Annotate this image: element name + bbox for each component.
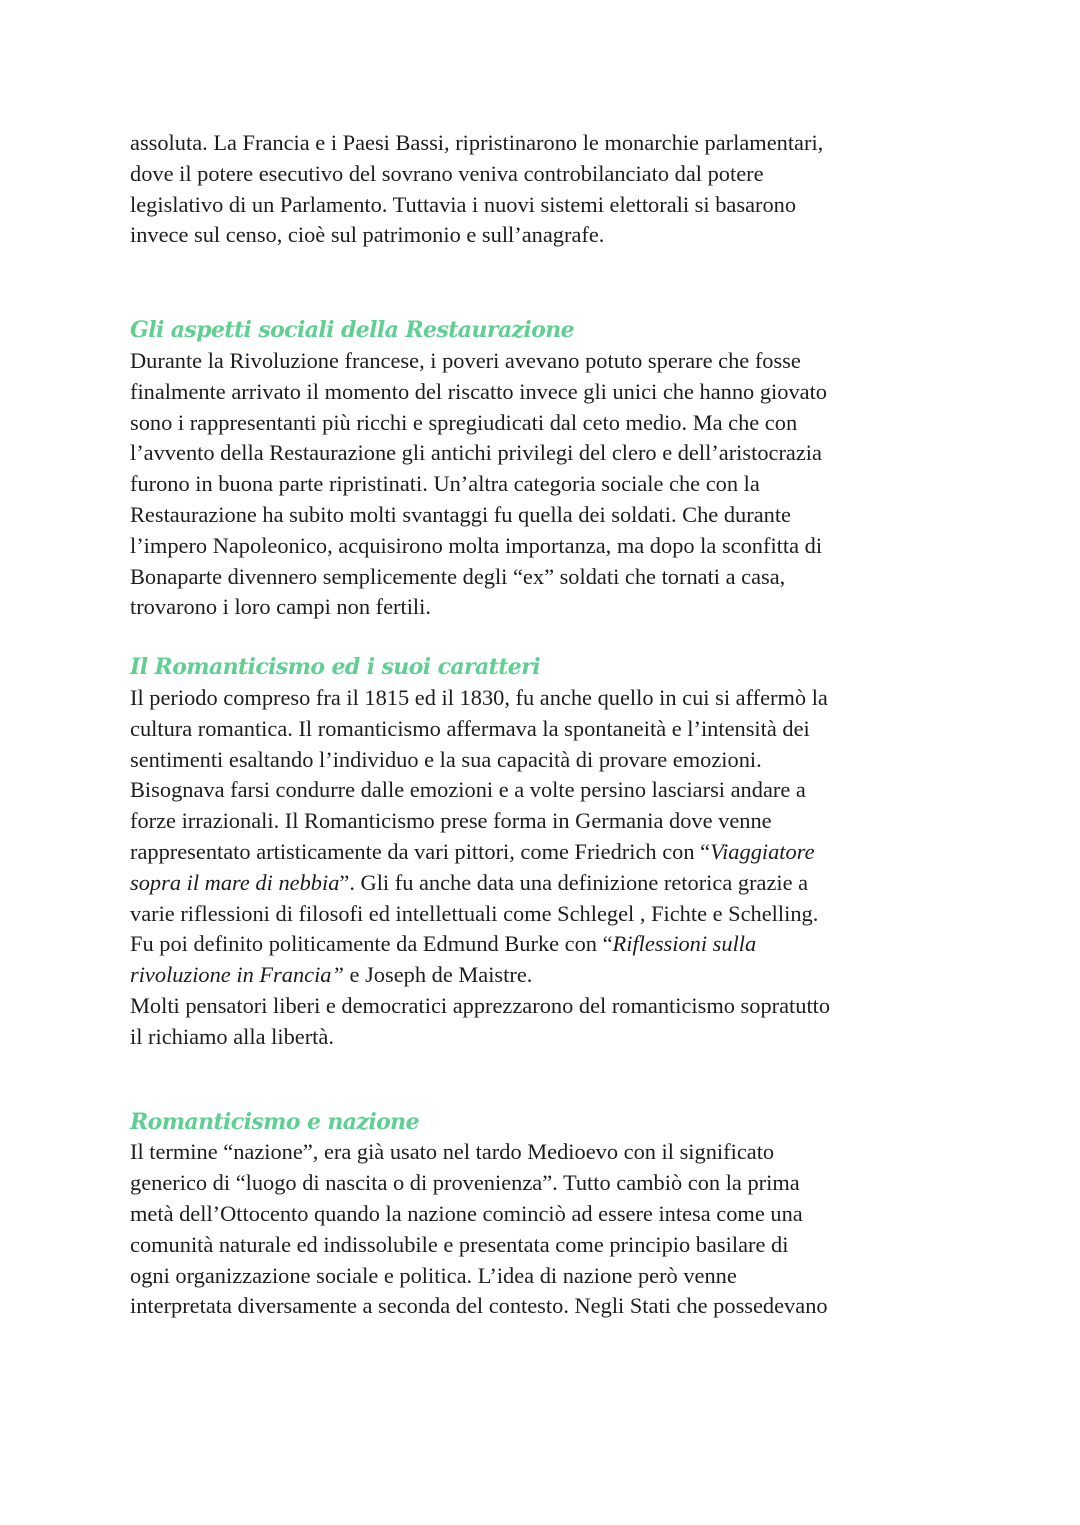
text-line: metà dell’Ottocento quando la nazione cominciò ad essere intesa come una [130, 1200, 803, 1226]
book-title: Riflessioni sulla [612, 931, 757, 957]
text-segment: e Joseph de Maistre. [343, 962, 533, 988]
text-line [130, 837, 960, 868]
text-line: generico di “luogo di nascita o di provenienza”. Tutto cambiò con la prima [130, 1170, 800, 1196]
text-segment: Fu poi definito politicamente da Edmund Burke con “ [130, 931, 613, 957]
intro-paragraph [130, 128, 960, 251]
text-line: l’avvento della Restaurazione gli antichi privilegi del clero e dell’aristocrazia [130, 440, 822, 466]
text-line: l’impero Napoleonico, acquisirono molta importanza, ma dopo la sconfitta di [130, 532, 823, 558]
text-line: Il termine “nazione”, era già usato nel tardo Medioevo con il significato [130, 1139, 775, 1165]
text-line: assoluta. La Francia e i Paesi Bassi, ripristinarono le monarchie parlamentari, [130, 130, 824, 155]
text-line: Durante la Rivoluzione francese, i poveri avevano potuto sperare che fosse [130, 347, 801, 373]
artwork-title: sopra il mare di nebbia [130, 869, 340, 895]
text-segment: rappresentato artisticamente da vari pittori, come Friedrich con “ [130, 838, 711, 864]
text-line: cultura romantica. Il romanticismo affermava la spontaneità e l’intensità dei [130, 715, 810, 741]
text-line: Bonaparte divennero semplicemente degli “ex” soldati che tornati a casa, [130, 563, 786, 589]
artwork-title: Viaggiatore [710, 838, 815, 864]
text-line: il richiamo alla libertà. [130, 1023, 334, 1049]
document-page [130, 128, 960, 1322]
text-line: furono in buona parte ripristinati. Un’altra categoria sociale che con la [130, 471, 760, 497]
social-aspects-paragraph [130, 346, 960, 623]
text-line: forze irrazionali. Il Romanticismo prese forma in Germania dove venne [130, 808, 772, 834]
text-line: sentimenti esaltando l’individuo e la sua capacità di provare emozioni. [130, 746, 762, 772]
nation-paragraph [130, 1137, 960, 1322]
section-heading-social-aspects: Gli aspetti sociali della Restaurazione [130, 317, 575, 344]
text-line: invece sul censo, cioè sul patrimonio e sull’anagrafe. [130, 222, 605, 248]
text-line: finalmente arrivato il momento del riscatto invece gli unici che hanno giovato [130, 378, 827, 404]
text-line: Bisognava farsi condurre dalle emozioni e a volte persino lasciarsi andare a [130, 777, 806, 803]
text-line: Il periodo compreso fra il 1815 ed il 1830, fu anche quello in cui si affermò la [130, 684, 828, 710]
text-line: sono i rappresentanti più ricchi e spregiudicati dal ceto medio. Ma che con [130, 409, 798, 435]
book-title: rivoluzione in Francia” [130, 962, 344, 988]
text-line: comunità naturale ed indissolubile e presentata come principio basilare di [130, 1231, 789, 1257]
text-line: varie riflessioni di filosofi ed intellettuali come Schlegel , Fichte e Schelling. [130, 900, 819, 926]
text-line: Molti pensatori liberi e democratici apprezzarono del romanticismo sopratutto [130, 992, 831, 1018]
text-line: dove il potere esecutivo del sovrano veniva controbilanciato dal potere [130, 160, 764, 186]
text-line: ogni organizzazione sociale e politica. L’idea di nazione però venne [130, 1262, 737, 1288]
text-line: legislativo di un Parlamento. Tuttavia i nuovi sistemi elettorali si basarono [130, 191, 797, 217]
text-line: interpretata diversamente a seconda del contesto. Negli Stati che possedevano [130, 1293, 828, 1319]
section-heading-nation: Romanticismo e nazione [130, 1108, 419, 1135]
section-heading-romanticism: Il Romanticismo ed i suoi caratteri [130, 654, 540, 681]
text-line [130, 929, 960, 960]
text-line: Restaurazione ha subito molti svantaggi fu quella dei soldati. Che durante [130, 501, 791, 527]
text-line: trovarono i loro campi non fertili. [130, 594, 431, 620]
text-line [130, 960, 960, 991]
text-segment: ”. Gli fu anche data una definizione retorica grazie a [339, 869, 809, 895]
romanticism-paragraph [130, 683, 960, 1053]
text-line [130, 868, 960, 899]
